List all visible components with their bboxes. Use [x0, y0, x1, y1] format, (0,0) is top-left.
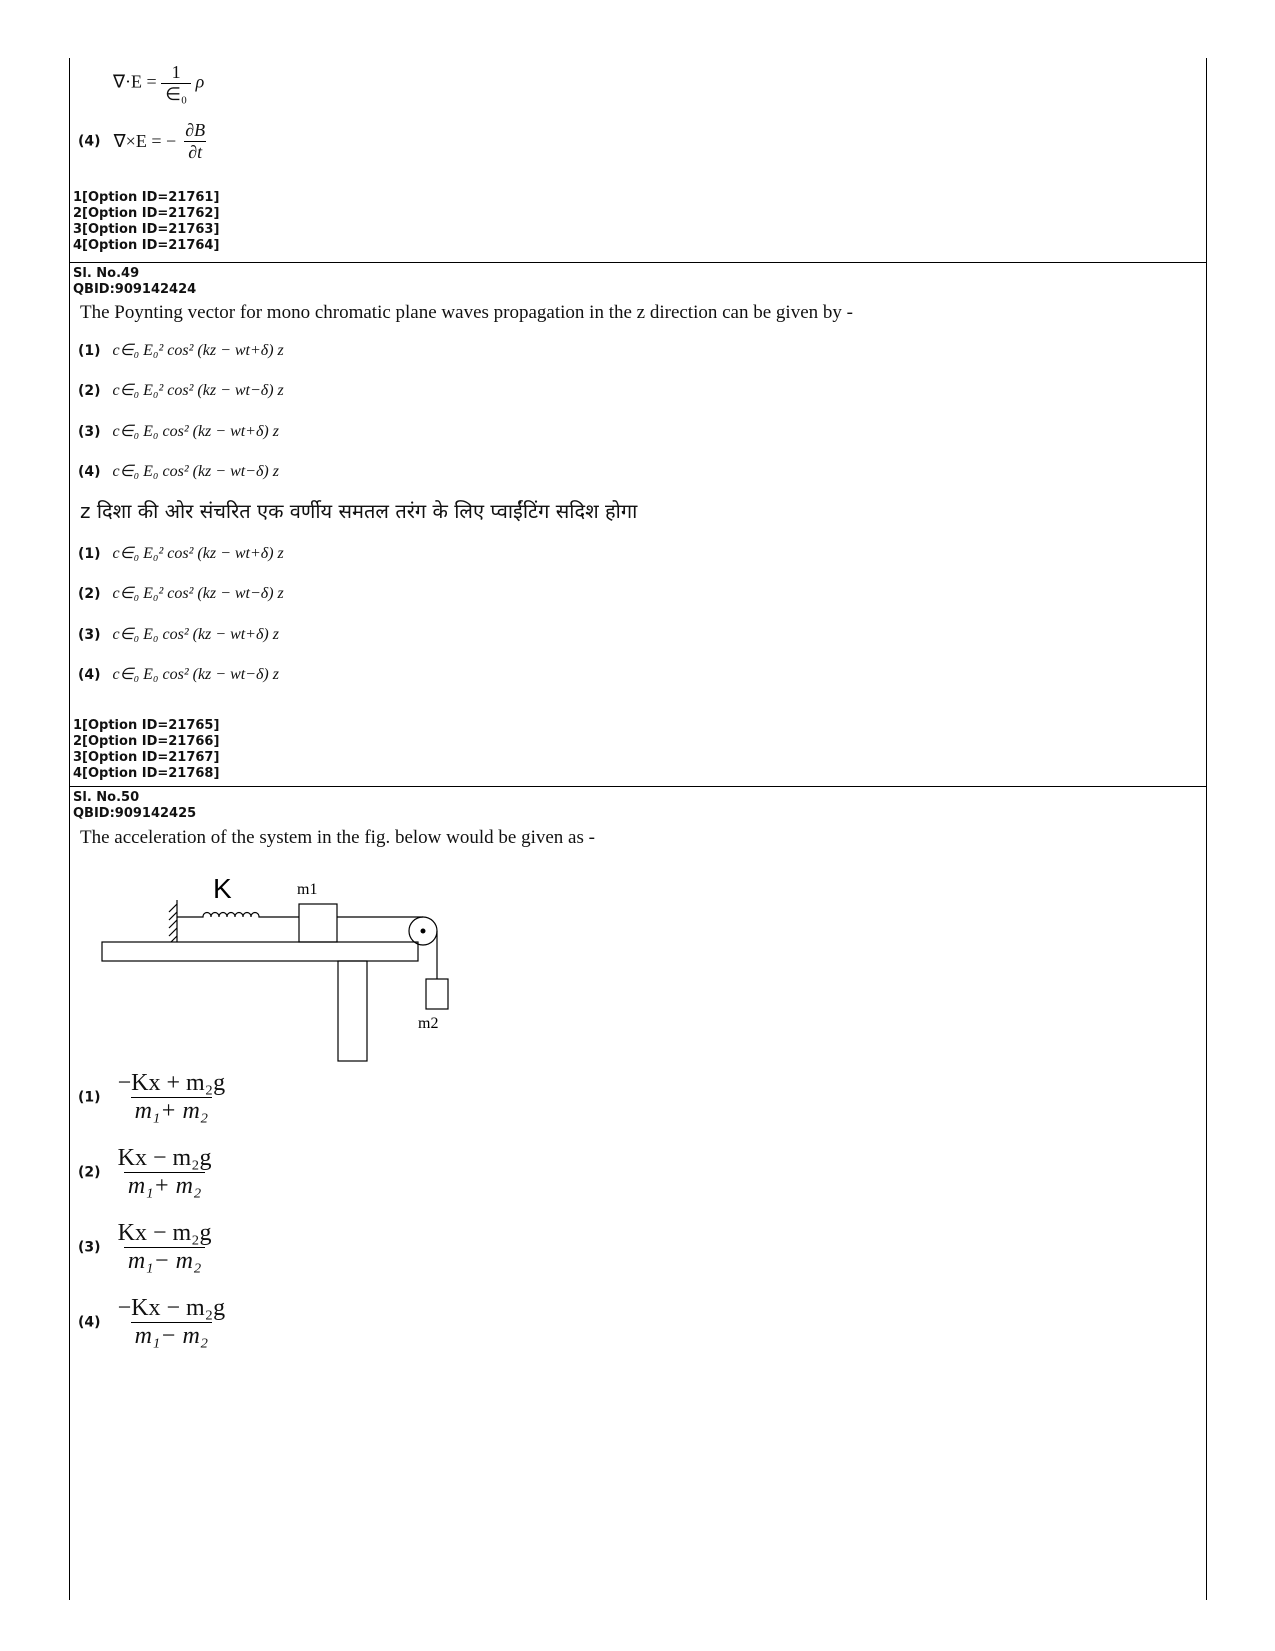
- option-id-line: 4[Option ID=21764]: [73, 238, 220, 253]
- option-id-line: 3[Option ID=21763]: [73, 222, 220, 237]
- prev-equation-3: [113, 62, 204, 105]
- eq3-denominator: ∈₀: [161, 83, 191, 105]
- q49-header: [73, 266, 196, 298]
- divider-q49: [69, 262, 1207, 263]
- spring: [177, 913, 299, 918]
- fraction-numerator: −Kx + m₂g: [117, 1070, 226, 1096]
- option-expression: c∈₀ E₀² cos² (kz − wt−δ) z: [112, 382, 284, 399]
- prev-option-4-lhs: ∇×E = −: [113, 131, 177, 151]
- option-number: (4): [78, 464, 101, 480]
- option-number: (2): [78, 1164, 101, 1181]
- q49-hi-option-4: [78, 664, 279, 684]
- q49-option-1: [78, 340, 284, 360]
- option-id-line: 1[Option ID=21761]: [73, 190, 220, 205]
- table-top: [102, 942, 418, 961]
- prev-option-4-frac-den: ∂t: [184, 141, 206, 163]
- option-number: (4): [78, 667, 101, 683]
- q49-qbid: QBID:909142424: [73, 282, 197, 297]
- q50-qbid: QBID:909142425: [73, 806, 197, 821]
- eq3-lhs: ∇·E =: [113, 71, 157, 92]
- fraction-numerator: Kx − m₂g: [117, 1220, 212, 1246]
- q49-hi-option-3: [78, 624, 279, 644]
- wall-hatch: [169, 904, 177, 942]
- option-expression: c∈₀ E₀² cos² (kz − wt−δ) z: [112, 585, 284, 602]
- table-leg: [338, 961, 367, 1061]
- option-id-line: 2[Option ID=21766]: [73, 734, 220, 749]
- q50-option-3: [78, 1220, 216, 1275]
- q49-option-3: [78, 421, 279, 441]
- right-border: [1206, 58, 1207, 1600]
- fraction-denominator: m₁+ m₂: [124, 1172, 206, 1200]
- fraction-numerator: Kx − m₂g: [117, 1145, 212, 1171]
- q50-option-4: [78, 1295, 229, 1350]
- m2-label: m2: [418, 1015, 439, 1032]
- divider-q50: [69, 786, 1207, 787]
- option-expression: c∈₀ E₀ cos² (kz − wt+δ) z: [112, 626, 279, 643]
- q50-stem-en: The acceleration of the system in the fig. below would be given as -: [80, 827, 595, 848]
- m1-label: m1: [297, 881, 318, 898]
- left-border: [69, 58, 70, 1600]
- option-number: (2): [78, 586, 101, 602]
- block-m1: [299, 904, 337, 942]
- prev-option-4: [78, 120, 209, 163]
- option-number: (1): [78, 343, 101, 359]
- option-number: (1): [78, 1089, 101, 1106]
- prev-option-4-frac-num: ∂B: [185, 120, 206, 140]
- option-expression: c∈₀ E₀ cos² (kz − wt−δ) z: [112, 463, 279, 480]
- option-id-line: 1[Option ID=21765]: [73, 718, 220, 733]
- option-number: (1): [78, 546, 101, 562]
- option-id-line: 4[Option ID=21768]: [73, 766, 220, 781]
- spring-pulley-figure: [95, 870, 475, 1080]
- q50-option-2: [78, 1145, 216, 1200]
- prev-option-4-number: (4): [78, 133, 101, 150]
- option-number: (4): [78, 1314, 101, 1331]
- prev-option-ids: [73, 190, 219, 254]
- option-id-line: 3[Option ID=21767]: [73, 750, 220, 765]
- q49-option-4: [78, 461, 279, 481]
- q50-option-1: [78, 1070, 229, 1125]
- q49-stem-en: The Poynting vector for mono chromatic plane waves propagation in the z direction can be given by -: [80, 302, 853, 323]
- q49-option-ids: [73, 718, 219, 782]
- option-id-line: 2[Option ID=21762]: [73, 206, 220, 221]
- fraction-denominator: m₁+ m₂: [131, 1097, 213, 1125]
- option-number: (3): [78, 1239, 101, 1256]
- option-expression: c∈₀ E₀ cos² (kz − wt−δ) z: [112, 666, 279, 683]
- option-expression: c∈₀ E₀² cos² (kz − wt+δ) z: [112, 545, 284, 562]
- option-number: (3): [78, 627, 101, 643]
- q49-hi-option-1: [78, 543, 284, 563]
- block-m2: [426, 979, 448, 1009]
- eq3-rhs: ρ: [195, 71, 205, 92]
- option-expression: c∈₀ E₀² cos² (kz − wt+δ) z: [112, 342, 284, 359]
- q49-slno: Sl. No.49: [73, 266, 140, 281]
- option-expression: c∈₀ E₀ cos² (kz − wt+δ) z: [112, 423, 279, 440]
- eq3-numerator: 1: [171, 62, 181, 82]
- q49-stem-hi: z दिशा की ओर संचरित एक वर्णीय समतल तरंग के लिए प्वाईंटिंग सदिश होगा: [80, 499, 638, 523]
- fraction-denominator: m₁− m₂: [131, 1322, 213, 1350]
- option-number: (2): [78, 383, 101, 399]
- q50-slno: Sl. No.50: [73, 790, 140, 805]
- pulley-axle: [421, 929, 426, 934]
- q49-hi-option-2: [78, 583, 284, 603]
- fraction-numerator: −Kx − m₂g: [117, 1295, 226, 1321]
- spring-constant-label: K: [213, 873, 232, 904]
- q50-header: [73, 790, 196, 822]
- q49-option-2: [78, 380, 284, 400]
- option-number: (3): [78, 424, 101, 440]
- fraction-denominator: m₁− m₂: [124, 1247, 206, 1275]
